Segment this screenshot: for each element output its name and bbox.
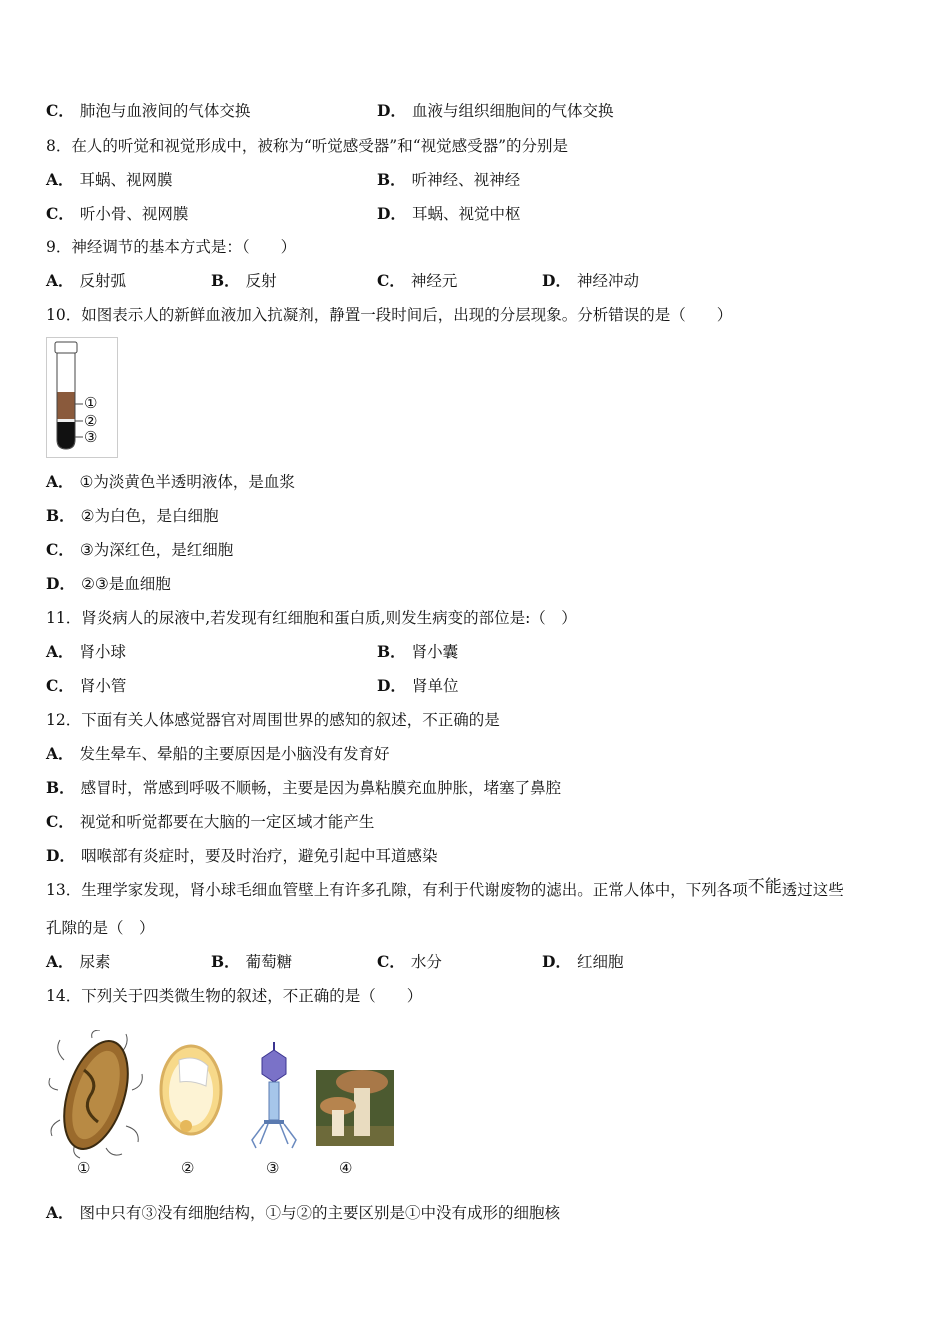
option-letter: D． xyxy=(377,204,406,223)
option-letter: D． xyxy=(46,846,75,865)
bacteriophage-image xyxy=(252,1042,296,1148)
option-text: 图中只有③没有细胞结构，①与②的主要区别是①中没有成形的细胞核 xyxy=(79,1204,561,1222)
option-text: 肾小囊 xyxy=(411,643,459,661)
q8-option-b xyxy=(377,170,520,190)
q9-option-d xyxy=(542,271,639,291)
q13-option-c xyxy=(377,952,442,972)
option-text: 听小骨、视网膜 xyxy=(79,205,189,223)
q10-stem: 10．如图表示人的新鲜血液加入抗凝剂，静置一段时间后，出现的分层现象。分析错误的是（ ） xyxy=(46,306,733,324)
q13-option-b xyxy=(211,952,292,972)
option-text: 发生晕车、晕船的主要原因是小脑没有发育好 xyxy=(79,745,390,763)
option-text: 反射 xyxy=(245,272,277,290)
q11-option-a xyxy=(46,642,126,662)
q11-option-d xyxy=(377,676,458,696)
option-text: 感冒时，常感到呼吸不顺畅，主要是因为鼻粘膜充血肿胀，堵塞了鼻腔 xyxy=(80,779,562,797)
option-text: 耳蜗、视网膜 xyxy=(79,171,173,189)
option-text: 葡萄糖 xyxy=(245,953,293,971)
option-letter: A． xyxy=(46,642,74,661)
option-text: 红细胞 xyxy=(576,953,624,971)
q13-stem-part1: 13．生理学家发现，肾小球毛细血管壁上有许多孔隙，有利于代谢废物的滤出。正常人体中，下列各项 xyxy=(46,881,748,899)
option-text: 肾小球 xyxy=(79,643,127,661)
q10-option-a xyxy=(46,472,295,492)
q8-option-a xyxy=(46,170,173,190)
option-text: 水分 xyxy=(410,953,442,971)
option-letter: D． xyxy=(542,952,571,971)
option-letter: B． xyxy=(377,642,406,661)
layer-label-3: ③ xyxy=(84,428,98,446)
option-letter: B． xyxy=(211,952,240,971)
option-text: ②③是血细胞 xyxy=(80,575,171,593)
option-letter: B． xyxy=(46,778,75,797)
option-letter: A． xyxy=(46,271,74,290)
option-text: ③为深红色，是红细胞 xyxy=(79,541,234,559)
figure-label-3: ③ xyxy=(266,1159,280,1177)
q10-option-d xyxy=(46,574,171,594)
q13-stem-continued: 孔隙的是（ ） xyxy=(46,919,155,937)
option-text: 神经冲动 xyxy=(576,272,639,290)
option-letter: A． xyxy=(46,170,74,189)
q9-option-a xyxy=(46,271,126,291)
q12-stem: 12．下面有关人体感觉器官对周围世界的感知的叙述，不正确的是 xyxy=(46,711,500,729)
q12-option-b xyxy=(46,778,561,798)
q9-option-c xyxy=(377,271,457,291)
option-letter: D． xyxy=(377,101,406,120)
q14-option-a xyxy=(46,1203,560,1223)
option-letter: C． xyxy=(377,952,405,971)
option-text: 视觉和听觉都要在大脑的一定区域才能产生 xyxy=(79,813,375,831)
option-text: 咽喉部有炎症时，要及时治疗，避免引起中耳道感染 xyxy=(80,847,438,865)
option-letter: A． xyxy=(46,952,74,971)
option-text: ①为淡黄色半透明液体，是血浆 xyxy=(79,473,295,491)
q13-stem-part2: 透过这些 xyxy=(781,881,844,899)
figure-label-2: ② xyxy=(181,1159,195,1177)
q12-option-a xyxy=(46,744,390,764)
option-text: 肺泡与血液间的气体交换 xyxy=(79,102,251,120)
option-text: 听神经、视神经 xyxy=(411,171,521,189)
q8-option-d xyxy=(377,204,520,224)
option-letter: C． xyxy=(46,101,74,120)
microorganisms-figure xyxy=(46,1030,398,1180)
test-tube-figure xyxy=(46,337,118,458)
q13-option-a xyxy=(46,952,111,972)
option-text: 血液与组织细胞间的气体交换 xyxy=(411,102,614,120)
option-letter: C． xyxy=(46,676,74,695)
q10-option-c xyxy=(46,540,233,560)
q11-stem: 11．肾炎病人的尿液中,若发现有红细胞和蛋白质,则发生病变的部位是:（ ） xyxy=(46,609,577,627)
option-text: 耳蜗、视觉中枢 xyxy=(411,205,521,223)
layer-label-1: ① xyxy=(84,394,98,412)
option-text: 神经元 xyxy=(410,272,458,290)
option-text: ②为白色，是白细胞 xyxy=(80,507,219,525)
mushroom-image xyxy=(316,1070,394,1146)
figure-label-1: ① xyxy=(77,1159,91,1177)
q11-option-b xyxy=(377,642,458,662)
option-letter: C． xyxy=(46,204,74,223)
q10-option-b xyxy=(46,506,219,526)
q9-stem: 9．神经调节的基本方式是：（ ） xyxy=(46,238,297,256)
layer-label-2: ② xyxy=(84,412,98,430)
q11-option-c xyxy=(46,676,126,696)
option-text: 肾单位 xyxy=(411,677,459,695)
option-letter: C． xyxy=(377,271,405,290)
option-text: 尿素 xyxy=(79,953,111,971)
q8-stem: 8．在人的听觉和视觉形成中，被称为“听觉感受器”和“视觉感受器”的分别是 xyxy=(46,137,569,155)
option-letter: A． xyxy=(46,744,74,763)
yeast-cell-image xyxy=(161,1046,221,1134)
bacterium-image xyxy=(49,1030,142,1158)
q7-option-d xyxy=(377,101,613,121)
q12-option-c xyxy=(46,812,374,832)
option-letter: A． xyxy=(46,472,74,491)
option-letter: C． xyxy=(46,540,74,559)
option-letter: D． xyxy=(542,271,571,290)
option-text: 肾小管 xyxy=(79,677,127,695)
option-letter: D． xyxy=(377,676,406,695)
option-letter: B． xyxy=(211,271,240,290)
option-letter: D． xyxy=(46,574,75,593)
figure-label-4: ④ xyxy=(339,1159,353,1177)
q14-stem: 14．下列关于四类微生物的叙述，不正确的是（ ） xyxy=(46,987,423,1005)
q13-stem-emphasis: 不能 xyxy=(747,877,782,897)
option-letter: C． xyxy=(46,812,74,831)
option-letter: B． xyxy=(377,170,406,189)
q8-option-c xyxy=(46,204,188,224)
q13-option-d xyxy=(542,952,623,972)
q13-stem xyxy=(46,877,844,900)
q9-option-b xyxy=(211,271,277,291)
option-letter: A． xyxy=(46,1203,74,1222)
q7-option-c xyxy=(46,101,250,121)
q12-option-d xyxy=(46,846,437,866)
option-text: 反射弧 xyxy=(79,272,127,290)
option-letter: B． xyxy=(46,506,75,525)
